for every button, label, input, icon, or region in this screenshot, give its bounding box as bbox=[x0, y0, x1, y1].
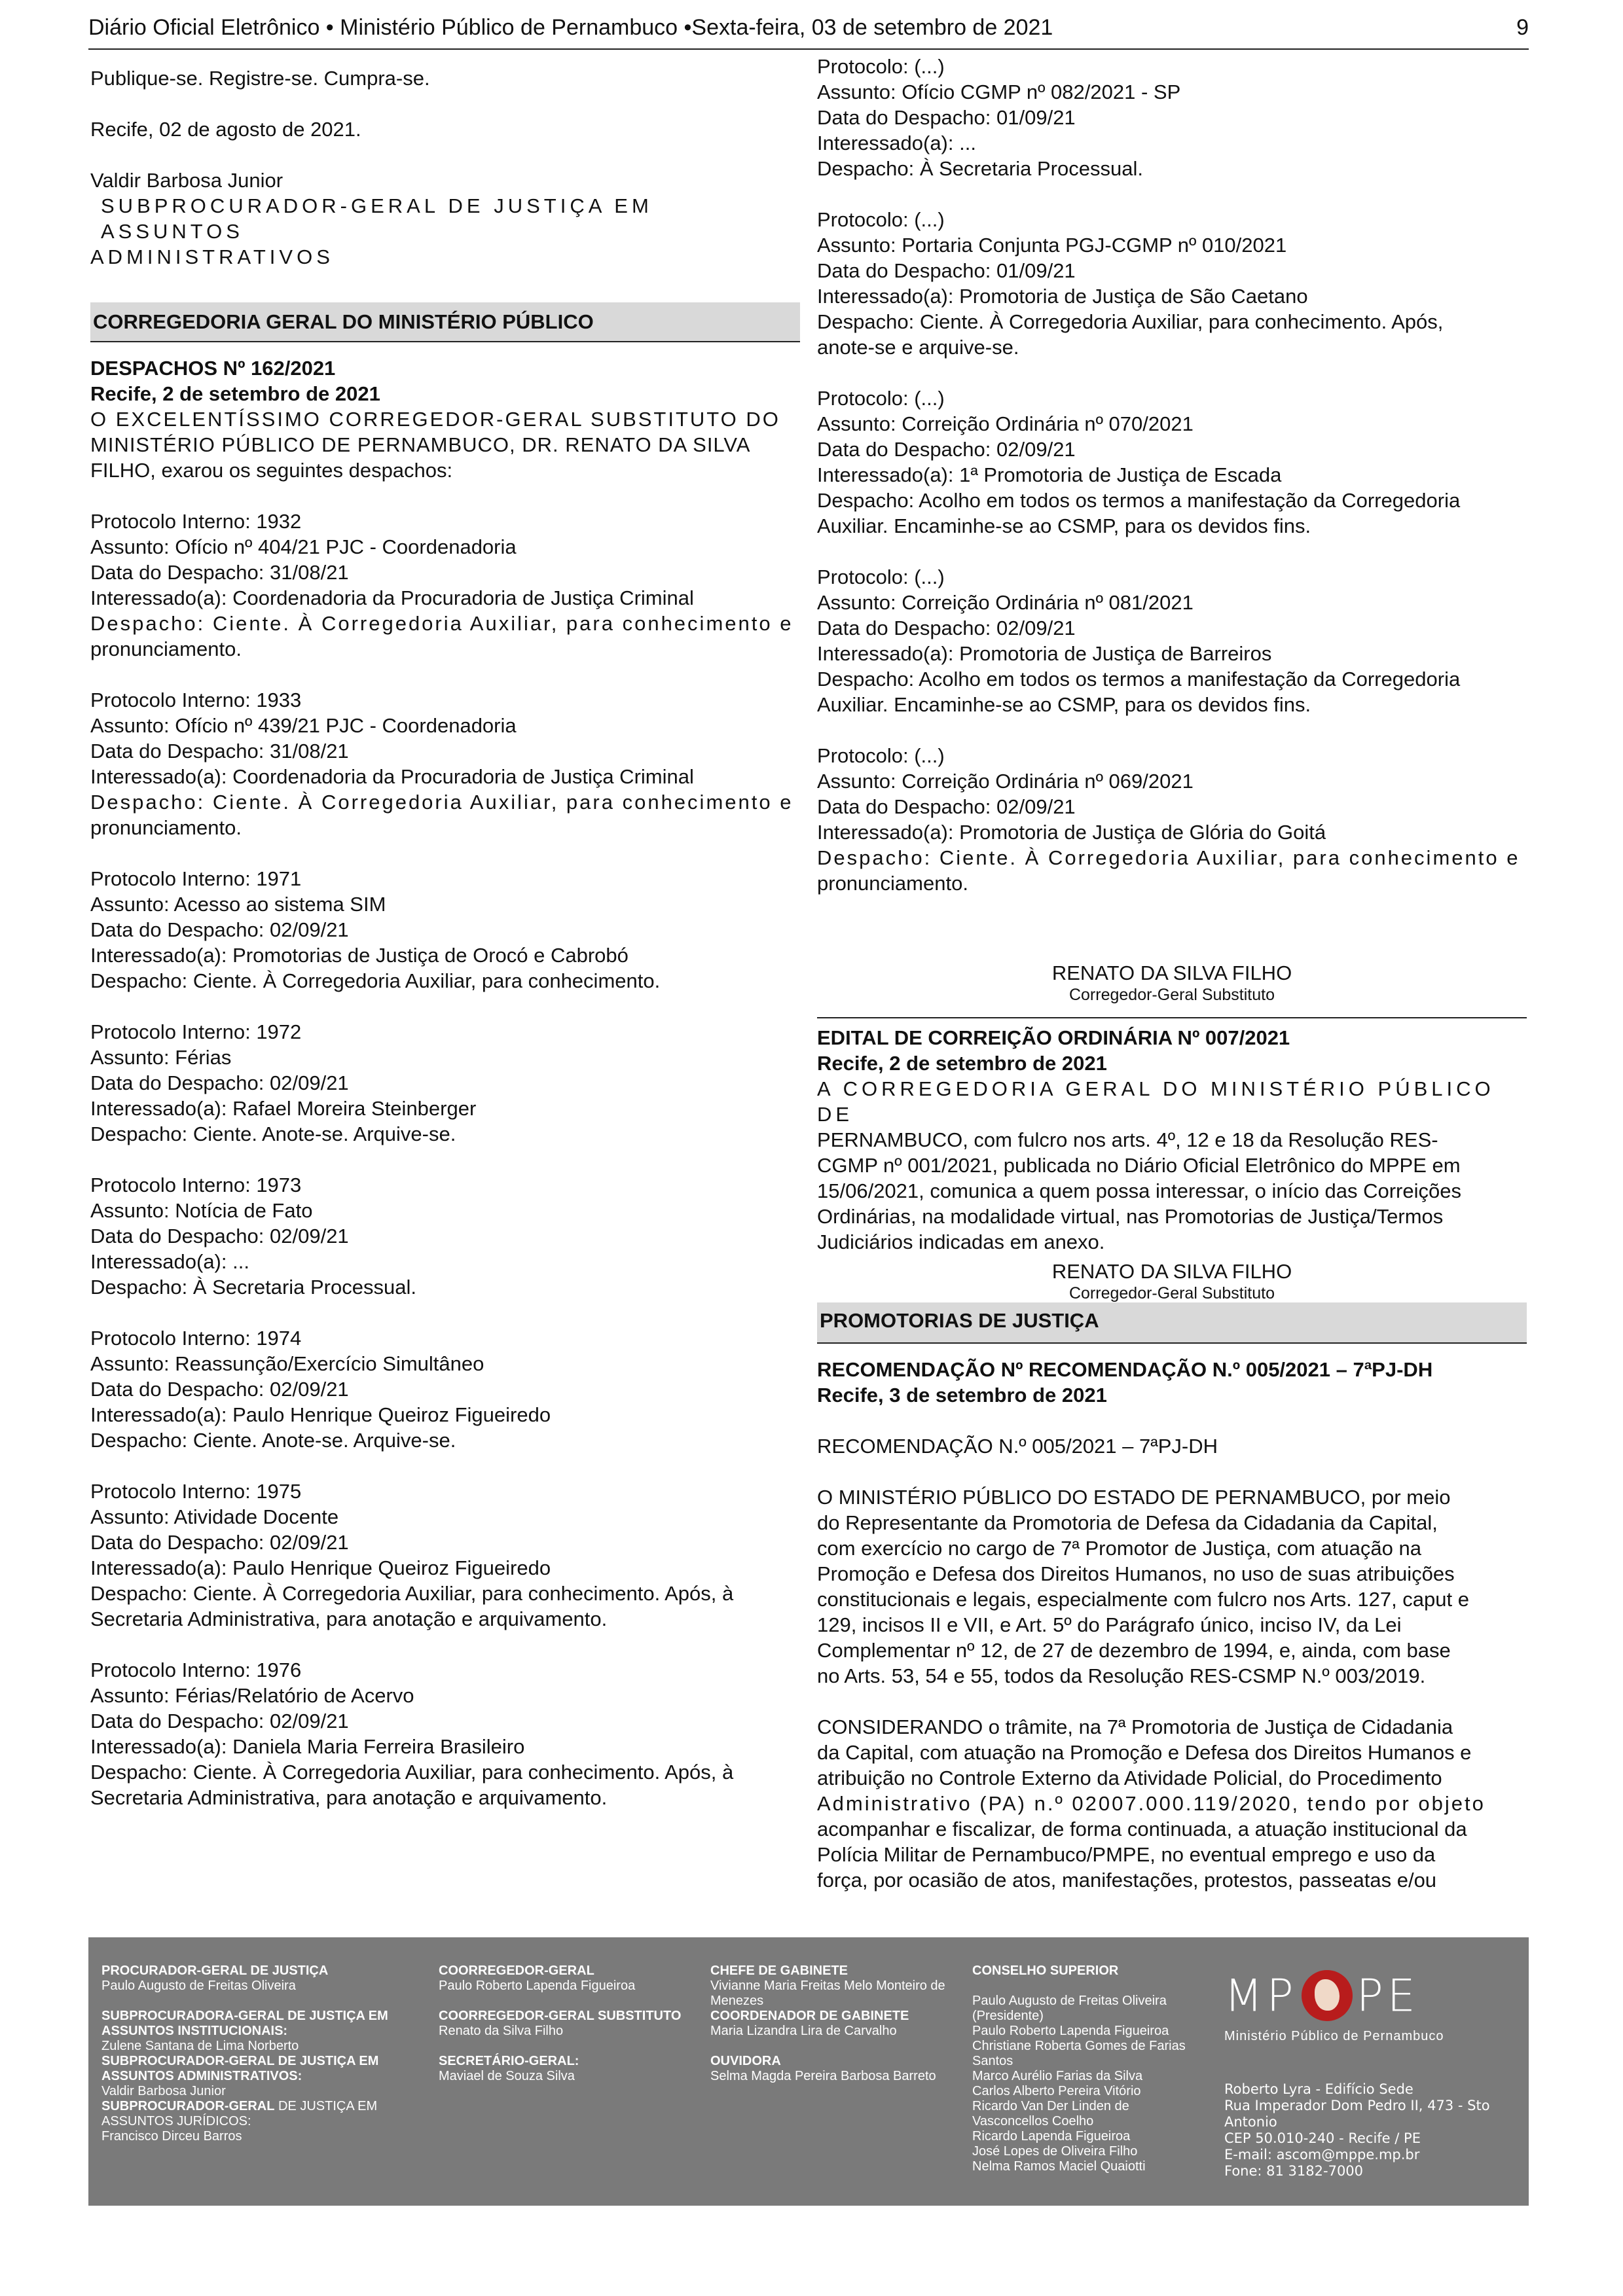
despachos-title: DESPACHOS Nº 162/2021 bbox=[90, 357, 336, 380]
edital-text: Judiciários indicadas em anexo. bbox=[817, 1230, 1105, 1253]
entry-line: Protocolo Interno: 1971 bbox=[90, 867, 302, 890]
entry-line: Interessado(a): Promotoria de Justiça de São Caetano bbox=[817, 285, 1308, 308]
footer-value: Selma Magda Pereira Barbosa Barreto bbox=[710, 2069, 936, 2083]
despacho-entry bbox=[90, 866, 800, 994]
para-line: no Arts. 53, 54 e 55, todos da Resolução RES-CSMP N.º 003/2019. bbox=[817, 1664, 1426, 1687]
rec-paragraph-1 bbox=[817, 1484, 1527, 1689]
entry-despacho: Despacho: Acolho em todos os termos a manifestação da Corregedoria bbox=[817, 668, 1461, 691]
footer-heading: OUVIDORA bbox=[710, 2054, 781, 2068]
signer-title: Corregedor-Geral Substituto bbox=[1068, 1284, 1275, 1302]
rec-ref: RECOMENDAÇÃO N.º 005/2021 – 7ªPJ-DH bbox=[817, 1435, 1218, 1458]
signer-name: Valdir Barbosa Junior bbox=[90, 169, 283, 192]
entry-despacho: Despacho: Ciente. À Corregedoria Auxiliar, para conhecimento. Após, à bbox=[90, 1761, 734, 1784]
para-line: Administrativo (PA) n.º 02007.000.119/2020, tendo por objeto bbox=[817, 1792, 1486, 1815]
entry-despacho: Despacho: Ciente. À Corregedoria Auxiliar, para conhecimento e bbox=[817, 846, 1520, 869]
footer-value: Paulo Roberto Lapenda Figueiroa bbox=[972, 2024, 1169, 2038]
page-header bbox=[88, 9, 1529, 50]
footer-value: Ricardo Van Der Linden de bbox=[972, 2099, 1129, 2113]
para-line: acompanhar e fiscalizar, de forma continuada, a atuação institucional da bbox=[817, 1818, 1467, 1840]
footer-value: Ricardo Lapenda Figueiroa bbox=[972, 2129, 1131, 2144]
footer-heading: ASSUNTOS INSTITUCIONAIS: bbox=[101, 2024, 288, 2038]
despachos-intro-3: FILHO, exarou os seguintes despachos: bbox=[90, 459, 453, 482]
entry-line: Assunto: Ofício nº 439/21 PJC - Coordenadoria bbox=[90, 714, 517, 737]
footer-value: Nelma Ramos Maciel Quaiotti bbox=[972, 2159, 1146, 2174]
despacho-entry bbox=[90, 509, 800, 662]
rec-date: Recife, 3 de setembro de 2021 bbox=[817, 1384, 1107, 1407]
logo-subtitle: Ministério Público de Pernambuco bbox=[1224, 2029, 1444, 2043]
edital-date: Recife, 2 de setembro de 2021 bbox=[817, 1052, 1107, 1075]
entry-despacho: Secretaria Administrativa, para anotação e arquivamento. bbox=[90, 1786, 608, 1809]
entry-line: Despacho: À Secretaria Processual. bbox=[90, 1276, 416, 1299]
entry-line: Protocolo: (...) bbox=[817, 387, 945, 410]
entry-line: Interessado(a): Promotoria de Justiça de Barreiros bbox=[817, 642, 1272, 665]
entry-line: Data do Despacho: 02/09/21 bbox=[90, 1378, 349, 1401]
signer-title: Corregedor-Geral Substituto bbox=[1068, 986, 1275, 1004]
footer-value: Paulo Augusto de Freitas Oliveira bbox=[972, 1994, 1167, 2008]
para-line: da Capital, com atuação na Promoção e Defesa dos Direitos Humanos e bbox=[817, 1741, 1472, 1764]
logo-pe: PE bbox=[1356, 1970, 1419, 2022]
footer-value: Menezes bbox=[710, 1994, 764, 2008]
entry-despacho: pronunciamento. bbox=[817, 872, 968, 895]
address-line: Fone: 81 3182-7000 bbox=[1224, 2163, 1364, 2179]
entry-line: Assunto: Ofício nº 404/21 PJC - Coordenadoria bbox=[90, 535, 517, 558]
footer-col-conselho bbox=[972, 1964, 1214, 2174]
despachos-date: Recife, 2 de setembro de 2021 bbox=[90, 382, 380, 405]
entry-line: Protocolo: (...) bbox=[817, 55, 945, 78]
entry-line: Data do Despacho: 02/09/21 bbox=[90, 1225, 349, 1247]
entry-despacho: Despacho: Ciente. À Corregedoria Auxiliar, para conhecimento. Após, à bbox=[90, 1582, 734, 1605]
footer-value: Francisco Dirceu Barros bbox=[101, 2129, 242, 2144]
para-line: do Representante da Promotoria de Defesa da Cidadania da Capital, bbox=[817, 1511, 1438, 1534]
address-block bbox=[1224, 2081, 1529, 2179]
despacho-entry bbox=[90, 687, 800, 840]
signer-name: RENATO DA SILVA FILHO bbox=[1051, 1260, 1292, 1283]
para-line: CONSIDERANDO o trâmite, na 7ª Promotoria de Justiça de Cidadania bbox=[817, 1715, 1453, 1738]
footer-value: Paulo Augusto de Freitas Oliveira bbox=[101, 1979, 296, 1993]
logo-mp: MP bbox=[1224, 1970, 1298, 2022]
header-title: Diário Oficial Eletrônico • Ministério Público de Pernambuco •Sexta-feira, 03 de setembro de 2021 bbox=[88, 15, 1053, 40]
entry-despacho: pronunciamento. bbox=[90, 816, 242, 839]
entry-line: Despacho: Ciente. Anote-se. Arquive-se. bbox=[90, 1122, 456, 1145]
footer-col-gabinete bbox=[710, 1964, 972, 2084]
footer-value: Zulene Santana de Lima Norberto bbox=[101, 2039, 299, 2053]
footer-value: Vivianne Maria Freitas Melo Monteiro de bbox=[710, 1979, 945, 1993]
address-line: Roberto Lyra - Edifício Sede bbox=[1224, 2081, 1413, 2097]
entry-line: Protocolo: (...) bbox=[817, 565, 945, 588]
entry-line: Assunto: Correição Ordinária nº 070/2021 bbox=[817, 412, 1194, 435]
signer-title-1: SUBPROCURADOR-GERAL DE JUSTIÇA EM ASSUNTOS bbox=[101, 194, 653, 243]
entry-line: Data do Despacho: 01/09/21 bbox=[817, 259, 1076, 282]
footer-col-corregedoria bbox=[439, 1964, 701, 2084]
entry-line: Protocolo: (...) bbox=[817, 744, 945, 767]
publique-text: Publique-se. Registre-se. Cumpra-se. bbox=[90, 67, 430, 90]
entry-line: Interessado(a): Daniela Maria Ferreira Brasileiro bbox=[90, 1735, 525, 1758]
footer-value: Carlos Alberto Pereira Vitório bbox=[972, 2084, 1141, 2098]
para-line: O MINISTÉRIO PÚBLICO DO ESTADO DE PERNAMBUCO, por meio bbox=[817, 1486, 1451, 1509]
entry-line: Interessado(a): 1ª Promotoria de Justiça de Escada bbox=[817, 463, 1282, 486]
entry-line: Protocolo Interno: 1932 bbox=[90, 510, 302, 533]
entry-despacho: Despacho: Ciente. À Corregedoria Auxiliar, para conhecimento. Após, bbox=[817, 310, 1444, 333]
entry-line: Assunto: Férias/Relatório de Acervo bbox=[90, 1684, 414, 1707]
entry-despacho: Auxiliar. Encaminhe-se ao CSMP, para os devidos fins. bbox=[817, 693, 1311, 716]
footer-heading: SUBPROCURADOR-GERAL bbox=[101, 2099, 275, 2113]
footer-value: Paulo Roberto Lapenda Figueiroa bbox=[439, 1979, 636, 1993]
para-line: Complementar nº 12, de 27 de dezembro de 1994, e, ainda, com base bbox=[817, 1639, 1451, 1662]
entry-line: Assunto: Notícia de Fato bbox=[90, 1199, 313, 1222]
entry-line: Interessado(a): Paulo Henrique Queiroz Figueiredo bbox=[90, 1556, 551, 1579]
entry-line: Protocolo: (...) bbox=[817, 208, 945, 231]
entry-despacho: anote-se e arquive-se. bbox=[817, 336, 1019, 359]
entry-despacho: Secretaria Administrativa, para anotação e arquivamento. bbox=[90, 1607, 608, 1630]
entry-line: Assunto: Reassunção/Exercício Simultâneo bbox=[90, 1352, 484, 1375]
entry-line: Data do Despacho: 31/08/21 bbox=[90, 740, 349, 762]
entry-line: Interessado(a): Promotorias de Justiça de Orocó e Cabrobó bbox=[90, 944, 629, 967]
entry-line: Assunto: Correição Ordinária nº 081/2021 bbox=[817, 591, 1194, 614]
despacho-entry bbox=[90, 1172, 800, 1300]
entry-line: Protocolo Interno: 1974 bbox=[90, 1327, 302, 1350]
rec-paragraph-2 bbox=[817, 1714, 1527, 1893]
entry-line: Assunto: Ofício CGMP nº 082/2021 - SP bbox=[817, 81, 1181, 103]
section-corregedoria: CORREGEDORIA GERAL DO MINISTÉRIO PÚBLICO bbox=[90, 302, 800, 342]
footer-value: Santos bbox=[972, 2054, 1013, 2068]
despacho-entry bbox=[90, 1325, 800, 1453]
section-promotorias: PROMOTORIAS DE JUSTIÇA bbox=[817, 1302, 1527, 1344]
entry-line: Data do Despacho: 01/09/21 bbox=[817, 106, 1076, 129]
entry-line: Assunto: Férias bbox=[90, 1046, 232, 1069]
para-line: constitucionais e legais, especialmente com fulcro nos Arts. 127, caput e bbox=[817, 1588, 1469, 1611]
mppe-logo bbox=[1224, 1970, 1460, 2044]
entry-despacho: Despacho: Ciente. À Corregedoria Auxiliar, para conhecimento e bbox=[90, 791, 793, 814]
despachos-intro-1: O EXCELENTÍSSIMO CORREGEDOR-GERAL SUBSTITUTO DO bbox=[90, 408, 780, 431]
entry-line: Interessado(a): Coordenadoria da Procuradoria de Justiça Criminal bbox=[90, 586, 694, 609]
footer-heading: SUBPROCURADORA-GERAL DE JUSTIÇA EM bbox=[101, 2009, 388, 2023]
left-column bbox=[90, 52, 800, 1810]
entry-line: Assunto: Portaria Conjunta PGJ-CGMP nº 010/2021 bbox=[817, 234, 1287, 257]
despacho-entry bbox=[90, 1479, 800, 1632]
entry-line: Despacho: Ciente. À Corregedoria Auxiliar, para conhecimento. bbox=[90, 969, 661, 992]
entry-line: Data do Despacho: 02/09/21 bbox=[817, 795, 1076, 818]
para-line: Promoção e Defesa dos Direitos Humanos, no uso de suas atribuições bbox=[817, 1562, 1455, 1585]
entry-line: Data do Despacho: 02/09/21 bbox=[90, 1071, 349, 1094]
footer-heading-rest: DE JUSTIÇA EM bbox=[274, 2099, 378, 2113]
para-line: 129, incisos II e VII, e Art. 5º do Parágrafo único, inciso IV, da Lei bbox=[817, 1613, 1402, 1636]
footer-value: José Lopes de Oliveira Filho bbox=[972, 2144, 1138, 2159]
edital-text: Ordinárias, na modalidade virtual, nas Promotorias de Justiça/Termos bbox=[817, 1205, 1444, 1228]
footer-heading: ASSUNTOS JURÍDICOS: bbox=[101, 2114, 251, 2128]
footer-heading: COORREGEDOR-GERAL bbox=[439, 1964, 594, 1978]
entry-line: Interessado(a): Rafael Moreira Steinberger bbox=[90, 1097, 477, 1120]
entry-line: Despacho: Ciente. Anote-se. Arquive-se. bbox=[90, 1429, 456, 1452]
entry-line: Data do Despacho: 31/08/21 bbox=[90, 561, 349, 584]
footer-heading: CONSELHO SUPERIOR bbox=[972, 1964, 1119, 1978]
entry-despacho: Despacho: Ciente. À Corregedoria Auxiliar, para conhecimento e bbox=[90, 612, 793, 635]
address-line: Rua Imperador Dom Pedro II, 473 - Sto Antonio bbox=[1224, 2098, 1490, 2130]
entry-line: Interessado(a): Paulo Henrique Queiroz Figueiredo bbox=[90, 1403, 551, 1426]
address-line: CEP 50.010-240 - Recife / PE bbox=[1224, 2130, 1421, 2146]
right-column bbox=[817, 54, 1527, 1893]
footer-heading: COORREGEDOR-GERAL SUBSTITUTO bbox=[439, 2009, 682, 2023]
despacho-entry bbox=[90, 1019, 800, 1147]
edital-text: A CORREGEDORIA GERAL DO MINISTÉRIO PÚBLICO DE bbox=[817, 1077, 1495, 1126]
para-line: força, por ocasião de atos, manifestações, protestos, passeatas e/ou bbox=[817, 1869, 1437, 1892]
entry-line: Interessado(a): Coordenadoria da Procuradoria de Justiça Criminal bbox=[90, 765, 694, 788]
signer-name: RENATO DA SILVA FILHO bbox=[1051, 961, 1292, 984]
page-footer bbox=[88, 1937, 1529, 2206]
entry-line: Despacho: À Secretaria Processual. bbox=[817, 157, 1143, 180]
entry-line: Assunto: Acesso ao sistema SIM bbox=[90, 893, 386, 916]
entry-line: Protocolo Interno: 1972 bbox=[90, 1020, 302, 1043]
despacho-entry bbox=[817, 54, 1527, 181]
entry-line: Data do Despacho: 02/09/21 bbox=[90, 1531, 349, 1554]
entry-line: Protocolo Interno: 1973 bbox=[90, 1174, 302, 1196]
footer-heading: ASSUNTOS ADMINISTRATIVOS: bbox=[101, 2069, 302, 2083]
entry-line: Data do Despacho: 02/09/21 bbox=[817, 617, 1076, 639]
edital-text: 15/06/2021, comunica a quem possa interessar, o início das Correições bbox=[817, 1179, 1461, 1202]
footer-value: Maviael de Souza Silva bbox=[439, 2069, 575, 2083]
edital-text: PERNAMBUCO, com fulcro nos arts. 4º, 12 e 18 da Resolução RES- bbox=[817, 1128, 1438, 1151]
footer-col-pgj bbox=[101, 1964, 429, 2144]
date-line: Recife, 02 de agosto de 2021. bbox=[90, 118, 361, 141]
entry-line: Assunto: Atividade Docente bbox=[90, 1505, 339, 1528]
edital-title: EDITAL DE CORREIÇÃO ORDINÁRIA Nº 007/2021 bbox=[817, 1026, 1290, 1049]
edital-text: CGMP nº 001/2021, publicada no Diário Oficial Eletrônico do MPPE em bbox=[817, 1154, 1461, 1177]
entry-line: Protocolo Interno: 1976 bbox=[90, 1659, 302, 1681]
despacho-entry bbox=[817, 564, 1527, 717]
footer-heading: PROCURADOR-GERAL DE JUSTIÇA bbox=[101, 1964, 329, 1978]
entry-line: Protocolo Interno: 1975 bbox=[90, 1480, 302, 1503]
signer-title-2: ADMINISTRATIVOS bbox=[90, 245, 334, 268]
para-line: atribuição no Controle Externo da Atividade Policial, do Procedimento bbox=[817, 1767, 1442, 1789]
footer-value: Renato da Silva Filho bbox=[439, 2024, 564, 2038]
footer-heading: CHEFE DE GABINETE bbox=[710, 1964, 848, 1978]
entry-line: Interessado(a): ... bbox=[817, 132, 976, 154]
despacho-entry bbox=[817, 743, 1527, 896]
entry-line: Assunto: Correição Ordinária nº 069/2021 bbox=[817, 770, 1194, 793]
despachos-intro-2: MINISTÉRIO PÚBLICO DE PERNAMBUCO, DR. RENATO DA SILVA bbox=[90, 433, 751, 456]
page-number: 9 bbox=[1516, 15, 1529, 40]
para-line: com exercício no cargo de 7ª Promotor de Justiça, com atuação na bbox=[817, 1537, 1421, 1560]
entry-despacho: pronunciamento. bbox=[90, 637, 242, 660]
footer-value: Christiane Roberta Gomes de Farias bbox=[972, 2039, 1186, 2053]
footer-value: Valdir Barbosa Junior bbox=[101, 2084, 226, 2098]
footer-value: Marco Aurélio Farias da Silva bbox=[972, 2069, 1143, 2083]
rec-title: RECOMENDAÇÃO Nº RECOMENDAÇÃO N.º 005/2021 – 7ªPJ-DH bbox=[817, 1358, 1433, 1381]
para-line: Polícia Militar de Pernambuco/PMPE, no eventual emprego e uso da bbox=[817, 1843, 1436, 1866]
despacho-entry bbox=[817, 207, 1527, 360]
despacho-entry bbox=[817, 386, 1527, 539]
footer-value: Vasconcellos Coelho bbox=[972, 2114, 1094, 2128]
entry-despacho: Auxiliar. Encaminhe-se ao CSMP, para os devidos fins. bbox=[817, 514, 1311, 537]
despacho-entry bbox=[90, 1657, 800, 1810]
address-line: E-mail: ascom@mppe.mp.br bbox=[1224, 2147, 1420, 2162]
entry-line: Interessado(a): ... bbox=[90, 1250, 249, 1273]
entry-line: Data do Despacho: 02/09/21 bbox=[817, 438, 1076, 461]
footer-value: Maria Lizandra Lira de Carvalho bbox=[710, 2024, 897, 2038]
seal-icon bbox=[1302, 1970, 1353, 2021]
footer-heading: SECRETÁRIO-GERAL: bbox=[439, 2054, 579, 2068]
entry-line: Data do Despacho: 02/09/21 bbox=[90, 1710, 349, 1732]
entry-line: Protocolo Interno: 1933 bbox=[90, 689, 302, 711]
footer-heading: SUBPROCURADOR-GERAL DE JUSTIÇA EM bbox=[101, 2054, 379, 2068]
entry-line: Data do Despacho: 02/09/21 bbox=[90, 918, 349, 941]
entry-line: Interessado(a): Promotoria de Justiça de Glória do Goitá bbox=[817, 821, 1326, 844]
footer-heading: COORDENADOR DE GABINETE bbox=[710, 2009, 909, 2023]
footer-value: (Presidente) bbox=[972, 2009, 1044, 2023]
entry-despacho: Despacho: Acolho em todos os termos a manifestação da Corregedoria bbox=[817, 489, 1461, 512]
